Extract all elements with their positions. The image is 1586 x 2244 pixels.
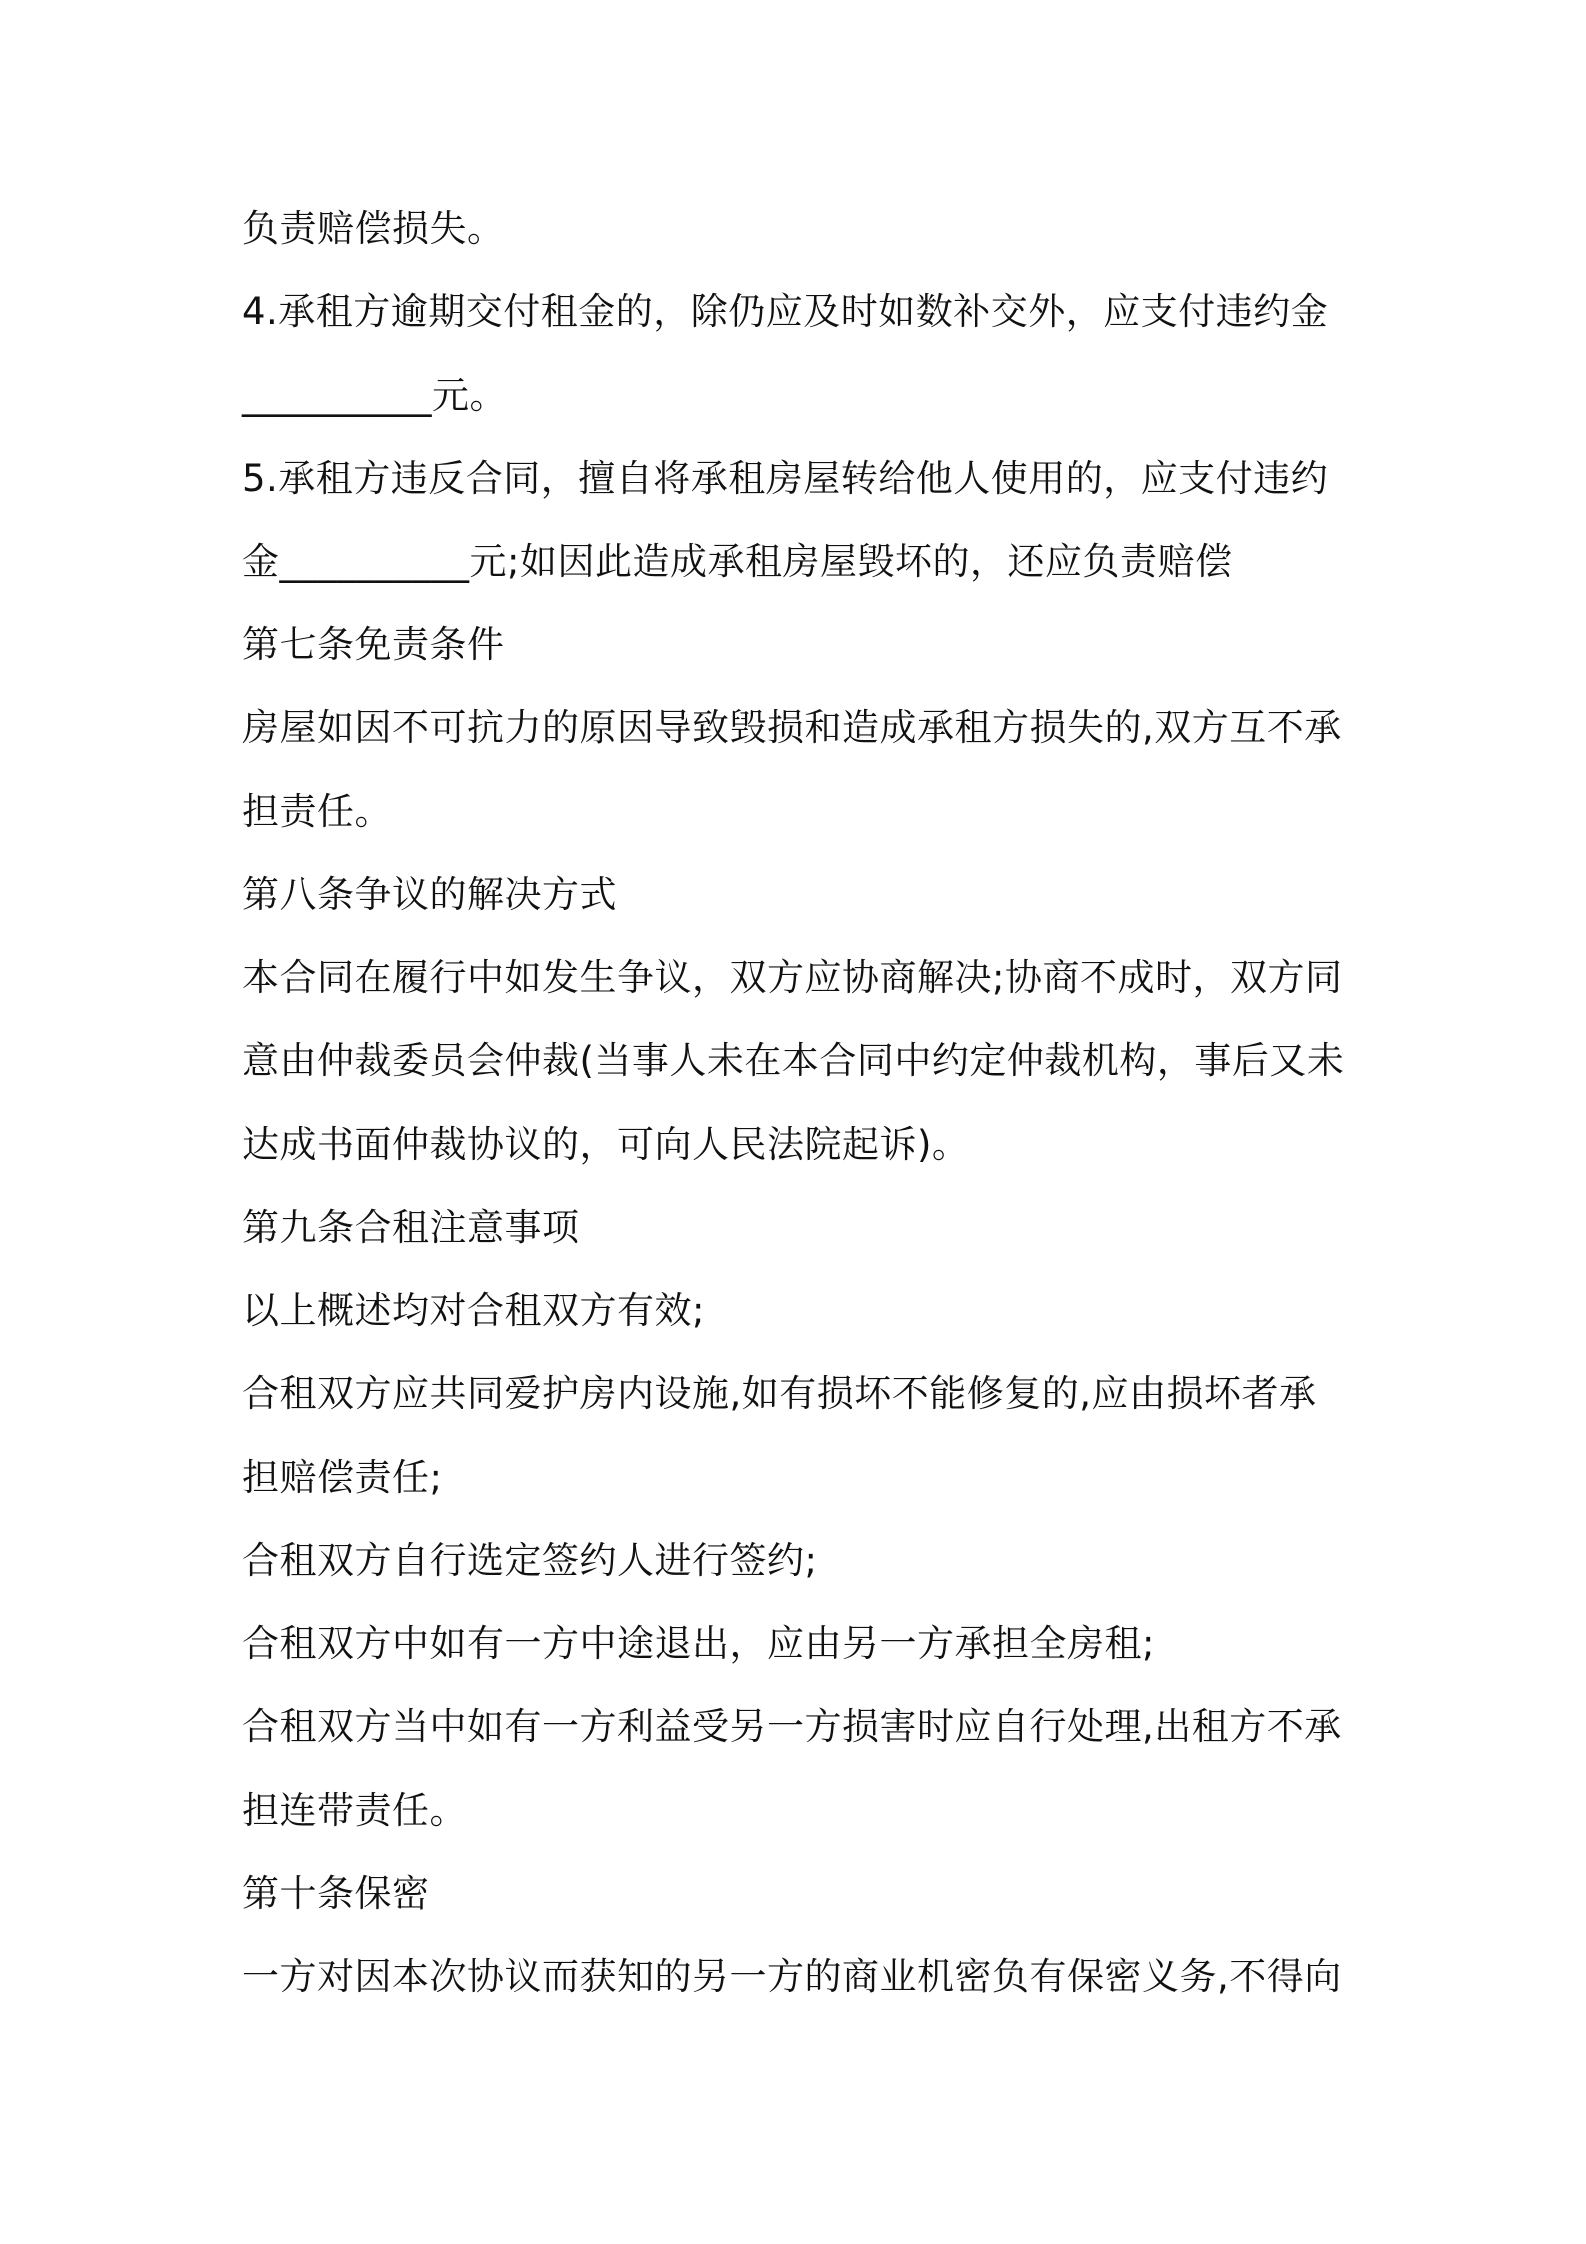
text-line: 本合同在履行中如发生争议，双方应协商解决;协商不成时，双方同 (242, 956, 1343, 999)
text-line: 意由仲裁委员会仲裁(当事人未在本合同中约定仲裁机构，事后又未 (242, 1039, 1345, 1082)
text-line: 担连带责任。 (242, 1789, 467, 1832)
section-heading: 第九条合租注意事项 (242, 1206, 580, 1249)
text-line: 4.承租方逾期交付租金的，除仍应及时如数补交外，应支付违约金 (242, 290, 1329, 333)
text-line: 担赔偿责任; (242, 1456, 443, 1499)
text-line: 房屋如因不可抗力的原因导致毁损和造成承租方损失的,双方互不承 (242, 706, 1342, 749)
text-line: 合租双方应共同爱护房内设施,如有损坏不能修复的,应由损坏者承 (242, 1372, 1317, 1415)
text-line: 一方对因本次协议而获知的另一方的商业机密负有保密义务,不得向 (242, 1955, 1342, 1998)
text-line: 5.承租方违反合同，擅自将承租房屋转给他人使用的，应支付违约 (242, 457, 1329, 500)
text-line: 合租双方中如有一方中途退出，应由另一方承担全房租; (242, 1622, 1155, 1665)
text-line: 金__________元;如因此造成承租房屋毁坏的，还应负责赔偿 (242, 540, 1233, 583)
section-heading: 第十条保密 (242, 1872, 430, 1915)
text-line: 担责任。 (242, 790, 392, 833)
text-line: 合租双方当中如有一方利益受另一方损害时应自行处理,出租方不承 (242, 1705, 1342, 1748)
section-heading: 第七条免责条件 (242, 623, 505, 666)
text-line: 以上概述均对合租双方有效; (242, 1289, 705, 1332)
text-line: 合租双方自行选定签约人进行签约; (242, 1539, 818, 1582)
text-line: 达成书面仲裁协议的，可向人民法院起诉)。 (242, 1123, 970, 1166)
text-line: 负责赔偿损失。 (242, 207, 505, 250)
text-line: __________元。 (242, 374, 507, 417)
section-heading: 第八条争议的解决方式 (242, 873, 617, 916)
